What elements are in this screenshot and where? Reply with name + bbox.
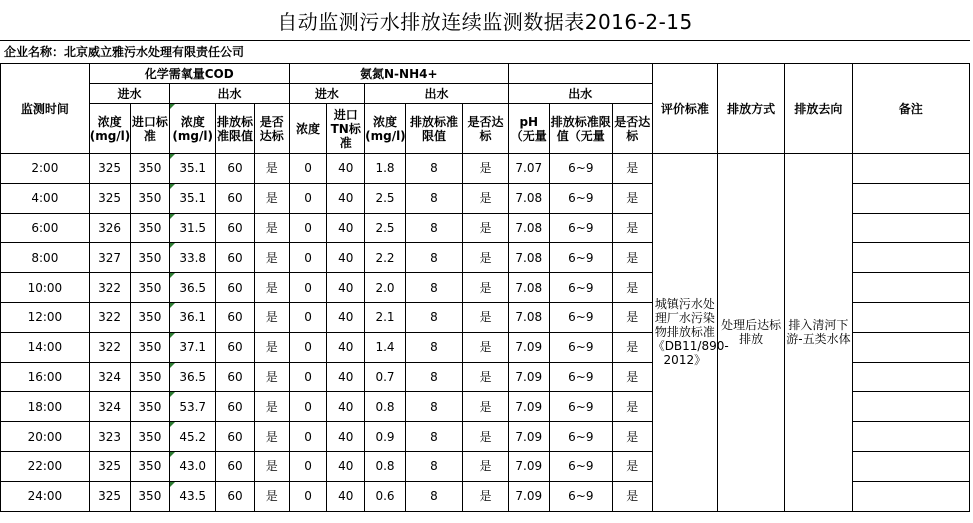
table-body bbox=[1, 154, 970, 512]
cell-cod-inlet-std: 350 bbox=[130, 243, 170, 273]
cell-nh4-inlet-std: 40 bbox=[327, 362, 365, 392]
header-cod-limit: 排放标准限值 bbox=[216, 104, 255, 154]
cell-cod-out-conc: 35.1 bbox=[170, 154, 216, 184]
cell-nh4-in-conc: 0 bbox=[289, 302, 327, 332]
cell-ph-limit: 6~9 bbox=[549, 392, 612, 422]
cell-cod-compliant: 是 bbox=[254, 213, 289, 243]
cell-ph-compliant: 是 bbox=[612, 481, 652, 511]
cell-nh4-inlet-std: 40 bbox=[327, 183, 365, 213]
cell-cod-compliant: 是 bbox=[254, 243, 289, 273]
cell-time: 12:00 bbox=[1, 302, 90, 332]
cell-cod-inlet-std: 350 bbox=[130, 392, 170, 422]
cell-time: 14:00 bbox=[1, 332, 90, 362]
cell-nh4-limit: 8 bbox=[405, 302, 462, 332]
cell-cod-inlet-std: 350 bbox=[130, 451, 170, 481]
cell-nh4-in-conc: 0 bbox=[289, 422, 327, 452]
cell-ph-compliant: 是 bbox=[612, 154, 652, 184]
cell-cod-limit: 60 bbox=[216, 154, 255, 184]
cell-cod-inlet-std: 350 bbox=[130, 481, 170, 511]
header-nh4-limit: 排放标准限值 bbox=[405, 104, 462, 154]
cell-cod-inlet-std: 350 bbox=[130, 332, 170, 362]
cell-remarks bbox=[852, 451, 969, 481]
cell-cod-limit: 60 bbox=[216, 302, 255, 332]
cell-nh4-out-conc: 0.8 bbox=[365, 392, 406, 422]
cell-cod-inlet-std: 350 bbox=[130, 362, 170, 392]
header-ph-group bbox=[508, 64, 652, 84]
cell-cod-in-conc: 327 bbox=[89, 243, 130, 273]
header-cod-inlet-std: 进口标准 bbox=[130, 104, 170, 154]
company-row bbox=[0, 40, 970, 62]
cell-ph: 7.09 bbox=[508, 362, 549, 392]
header-nh4-inlet-std: 进口TN标准 bbox=[327, 104, 365, 154]
cell-cod-out-conc: 45.2 bbox=[170, 422, 216, 452]
cell-ph: 7.09 bbox=[508, 332, 549, 362]
cell-nh4-limit: 8 bbox=[405, 392, 462, 422]
header-nh4-inflow: 进水 bbox=[289, 84, 364, 104]
cell-nh4-inlet-std: 40 bbox=[327, 243, 365, 273]
cell-nh4-in-conc: 0 bbox=[289, 451, 327, 481]
cell-nh4-out-conc: 0.9 bbox=[365, 422, 406, 452]
cell-nh4-compliant: 是 bbox=[463, 273, 509, 303]
cell-nh4-compliant: 是 bbox=[463, 243, 509, 273]
cell-nh4-inlet-std: 40 bbox=[327, 213, 365, 243]
cell-time: 24:00 bbox=[1, 481, 90, 511]
cell-time: 22:00 bbox=[1, 451, 90, 481]
cell-cod-limit: 60 bbox=[216, 183, 255, 213]
cell-nh4-in-conc: 0 bbox=[289, 243, 327, 273]
cell-nh4-in-conc: 0 bbox=[289, 213, 327, 243]
cell-ph-limit: 6~9 bbox=[549, 302, 612, 332]
cell-nh4-limit: 8 bbox=[405, 273, 462, 303]
cell-cod-in-conc: 326 bbox=[89, 213, 130, 243]
cell-time: 10:00 bbox=[1, 273, 90, 303]
cell-nh4-inlet-std: 40 bbox=[327, 481, 365, 511]
cell-cod-limit: 60 bbox=[216, 451, 255, 481]
cell-time: 18:00 bbox=[1, 392, 90, 422]
cell-ph: 7.08 bbox=[508, 273, 549, 303]
cell-nh4-in-conc: 0 bbox=[289, 362, 327, 392]
cell-nh4-limit: 8 bbox=[405, 213, 462, 243]
cell-cod-compliant: 是 bbox=[254, 273, 289, 303]
cell-time: 4:00 bbox=[1, 183, 90, 213]
header-cod-inflow: 进水 bbox=[89, 84, 170, 104]
cell-ph-compliant: 是 bbox=[612, 213, 652, 243]
cell-nh4-limit: 8 bbox=[405, 243, 462, 273]
cell-time: 16:00 bbox=[1, 362, 90, 392]
cell-cod-in-conc: 323 bbox=[89, 422, 130, 452]
cell-ph-limit: 6~9 bbox=[549, 213, 612, 243]
cell-ph-limit: 6~9 bbox=[549, 243, 612, 273]
cell-ph: 7.09 bbox=[508, 481, 549, 511]
cell-nh4-in-conc: 0 bbox=[289, 183, 327, 213]
cell-cod-inlet-std: 350 bbox=[130, 213, 170, 243]
cell-nh4-inlet-std: 40 bbox=[327, 422, 365, 452]
cell-remarks bbox=[852, 422, 969, 452]
cell-cod-out-conc: 31.5 bbox=[170, 213, 216, 243]
cell-ph-compliant: 是 bbox=[612, 243, 652, 273]
cell-cod-compliant: 是 bbox=[254, 481, 289, 511]
cell-remarks bbox=[852, 332, 969, 362]
cell-ph: 7.09 bbox=[508, 451, 549, 481]
cell-remarks bbox=[852, 243, 969, 273]
cell-cod-inlet-std: 350 bbox=[130, 422, 170, 452]
company-name: 北京威立雅污水处理有限责任公司 bbox=[64, 45, 245, 59]
cell-nh4-limit: 8 bbox=[405, 154, 462, 184]
cell-discharge-destination: 排入清河下游-五类水体 bbox=[785, 154, 852, 512]
cell-cod-limit: 60 bbox=[216, 213, 255, 243]
header-nh4-out-conc: 浓度(mg/l) bbox=[365, 104, 406, 154]
cell-cod-out-conc: 36.5 bbox=[170, 362, 216, 392]
header-remarks: 备注 bbox=[852, 64, 969, 154]
report-title: 自动监测污水排放连续监测数据表2016-2-15 bbox=[277, 9, 693, 34]
cell-nh4-compliant: 是 bbox=[463, 302, 509, 332]
cell-ph-limit: 6~9 bbox=[549, 154, 612, 184]
cell-cod-limit: 60 bbox=[216, 392, 255, 422]
cell-nh4-out-conc: 2.5 bbox=[365, 183, 406, 213]
cell-nh4-out-conc: 1.8 bbox=[365, 154, 406, 184]
cell-nh4-compliant: 是 bbox=[463, 392, 509, 422]
cell-cod-limit: 60 bbox=[216, 362, 255, 392]
header-time: 监测时间 bbox=[1, 64, 90, 154]
cell-nh4-compliant: 是 bbox=[463, 362, 509, 392]
cell-ph: 7.07 bbox=[508, 154, 549, 184]
header-cod-out-conc: 浓度(mg/l) bbox=[170, 104, 216, 154]
cell-nh4-inlet-std: 40 bbox=[327, 302, 365, 332]
header-ph-outflow: 出水 bbox=[508, 84, 652, 104]
cell-nh4-out-conc: 1.4 bbox=[365, 332, 406, 362]
cell-cod-compliant: 是 bbox=[254, 332, 289, 362]
cell-nh4-out-conc: 2.2 bbox=[365, 243, 406, 273]
cell-ph-limit: 6~9 bbox=[549, 422, 612, 452]
header-discharge-mode: 排放方式 bbox=[717, 64, 784, 154]
cell-cod-compliant: 是 bbox=[254, 451, 289, 481]
header-eval-standard: 评价标准 bbox=[652, 64, 717, 154]
cell-ph-limit: 6~9 bbox=[549, 273, 612, 303]
header-cod-compliant: 是否达标 bbox=[254, 104, 289, 154]
cell-ph-compliant: 是 bbox=[612, 422, 652, 452]
cell-remarks bbox=[852, 213, 969, 243]
cell-cod-out-conc: 36.5 bbox=[170, 273, 216, 303]
cell-nh4-out-conc: 2.0 bbox=[365, 273, 406, 303]
cell-cod-in-conc: 322 bbox=[89, 273, 130, 303]
cell-remarks bbox=[852, 273, 969, 303]
cell-cod-in-conc: 324 bbox=[89, 392, 130, 422]
cell-time: 2:00 bbox=[1, 154, 90, 184]
cell-nh4-compliant: 是 bbox=[463, 332, 509, 362]
cell-ph: 7.08 bbox=[508, 302, 549, 332]
cell-cod-inlet-std: 350 bbox=[130, 302, 170, 332]
cell-time: 8:00 bbox=[1, 243, 90, 273]
cell-cod-out-conc: 35.1 bbox=[170, 183, 216, 213]
cell-ph: 7.09 bbox=[508, 392, 549, 422]
cell-cod-compliant: 是 bbox=[254, 422, 289, 452]
cell-cod-out-conc: 33.8 bbox=[170, 243, 216, 273]
cell-nh4-compliant: 是 bbox=[463, 154, 509, 184]
cell-nh4-limit: 8 bbox=[405, 422, 462, 452]
cell-cod-in-conc: 322 bbox=[89, 332, 130, 362]
cell-cod-compliant: 是 bbox=[254, 302, 289, 332]
cell-cod-in-conc: 325 bbox=[89, 451, 130, 481]
cell-remarks bbox=[852, 481, 969, 511]
cell-nh4-compliant: 是 bbox=[463, 183, 509, 213]
cell-nh4-out-conc: 2.5 bbox=[365, 213, 406, 243]
cell-discharge-mode: 处理后达标排放 bbox=[717, 154, 784, 512]
header-ph: pH（无量 bbox=[508, 104, 549, 154]
cell-ph-compliant: 是 bbox=[612, 362, 652, 392]
cell-ph-limit: 6~9 bbox=[549, 362, 612, 392]
cell-cod-out-conc: 43.0 bbox=[170, 451, 216, 481]
cell-cod-compliant: 是 bbox=[254, 392, 289, 422]
cell-nh4-compliant: 是 bbox=[463, 213, 509, 243]
cell-ph-limit: 6~9 bbox=[549, 332, 612, 362]
cell-nh4-out-conc: 0.8 bbox=[365, 451, 406, 481]
cell-cod-out-conc: 37.1 bbox=[170, 332, 216, 362]
header-nh4-compliant: 是否达标 bbox=[463, 104, 509, 154]
cell-nh4-compliant: 是 bbox=[463, 481, 509, 511]
cell-ph-compliant: 是 bbox=[612, 273, 652, 303]
header-ph-limit: 排放标准限值（无量 bbox=[549, 104, 612, 154]
cell-cod-compliant: 是 bbox=[254, 183, 289, 213]
cell-cod-out-conc: 53.7 bbox=[170, 392, 216, 422]
cell-cod-limit: 60 bbox=[216, 481, 255, 511]
cell-cod-out-conc: 43.5 bbox=[170, 481, 216, 511]
cell-nh4-out-conc: 0.6 bbox=[365, 481, 406, 511]
cell-ph-compliant: 是 bbox=[612, 183, 652, 213]
cell-nh4-limit: 8 bbox=[405, 362, 462, 392]
cell-time: 6:00 bbox=[1, 213, 90, 243]
cell-nh4-in-conc: 0 bbox=[289, 154, 327, 184]
cell-nh4-inlet-std: 40 bbox=[327, 451, 365, 481]
header-cod-outflow: 出水 bbox=[170, 84, 289, 104]
cell-cod-inlet-std: 350 bbox=[130, 183, 170, 213]
cell-nh4-compliant: 是 bbox=[463, 422, 509, 452]
cell-cod-compliant: 是 bbox=[254, 362, 289, 392]
cell-remarks bbox=[852, 392, 969, 422]
cell-nh4-limit: 8 bbox=[405, 481, 462, 511]
cell-cod-out-conc: 36.1 bbox=[170, 302, 216, 332]
cell-nh4-out-conc: 0.7 bbox=[365, 362, 406, 392]
cell-cod-inlet-std: 350 bbox=[130, 154, 170, 184]
cell-ph-limit: 6~9 bbox=[549, 183, 612, 213]
cell-nh4-in-conc: 0 bbox=[289, 273, 327, 303]
header-cod-in-conc: 浓度(mg/l) bbox=[89, 104, 130, 154]
header-discharge-destination: 排放去向 bbox=[785, 64, 852, 154]
cell-ph-compliant: 是 bbox=[612, 392, 652, 422]
cell-eval-standard: 城镇污水处理厂水污染物排放标准《DB11/890-2012》 bbox=[652, 154, 717, 512]
cell-ph-compliant: 是 bbox=[612, 451, 652, 481]
cell-nh4-limit: 8 bbox=[405, 451, 462, 481]
cell-ph-limit: 6~9 bbox=[549, 451, 612, 481]
cell-remarks bbox=[852, 154, 969, 184]
cell-nh4-out-conc: 2.1 bbox=[365, 302, 406, 332]
cell-nh4-in-conc: 0 bbox=[289, 481, 327, 511]
cell-cod-limit: 60 bbox=[216, 243, 255, 273]
cell-cod-in-conc: 324 bbox=[89, 362, 130, 392]
cell-cod-limit: 60 bbox=[216, 273, 255, 303]
header-cod-group: 化学需氧量COD bbox=[89, 64, 289, 84]
cell-nh4-in-conc: 0 bbox=[289, 332, 327, 362]
cell-ph: 7.09 bbox=[508, 422, 549, 452]
cell-nh4-in-conc: 0 bbox=[289, 392, 327, 422]
cell-nh4-inlet-std: 40 bbox=[327, 332, 365, 362]
cell-ph: 7.08 bbox=[508, 213, 549, 243]
company-label: 企业名称： bbox=[4, 45, 65, 59]
cell-nh4-inlet-std: 40 bbox=[327, 392, 365, 422]
cell-ph-compliant: 是 bbox=[612, 332, 652, 362]
cell-cod-limit: 60 bbox=[216, 332, 255, 362]
table-row bbox=[1, 154, 970, 184]
cell-nh4-inlet-std: 40 bbox=[327, 154, 365, 184]
header-ph-compliant: 是否达标 bbox=[612, 104, 652, 154]
cell-cod-limit: 60 bbox=[216, 422, 255, 452]
cell-time: 20:00 bbox=[1, 422, 90, 452]
header-nh4-in-conc: 浓度 bbox=[289, 104, 327, 154]
cell-cod-in-conc: 325 bbox=[89, 154, 130, 184]
cell-cod-inlet-std: 350 bbox=[130, 273, 170, 303]
cell-nh4-inlet-std: 40 bbox=[327, 273, 365, 303]
cell-nh4-compliant: 是 bbox=[463, 451, 509, 481]
cell-ph: 7.08 bbox=[508, 183, 549, 213]
cell-ph-limit: 6~9 bbox=[549, 481, 612, 511]
cell-remarks bbox=[852, 362, 969, 392]
cell-remarks bbox=[852, 183, 969, 213]
cell-nh4-limit: 8 bbox=[405, 332, 462, 362]
cell-ph-compliant: 是 bbox=[612, 302, 652, 332]
cell-cod-in-conc: 325 bbox=[89, 183, 130, 213]
cell-cod-in-conc: 322 bbox=[89, 302, 130, 332]
cell-ph: 7.08 bbox=[508, 243, 549, 273]
cell-remarks bbox=[852, 302, 969, 332]
cell-cod-in-conc: 325 bbox=[89, 481, 130, 511]
monitoring-table bbox=[0, 63, 970, 512]
header-nh4-group: 氨氮N-NH4+ bbox=[289, 64, 508, 84]
cell-cod-compliant: 是 bbox=[254, 154, 289, 184]
cell-nh4-limit: 8 bbox=[405, 183, 462, 213]
header-nh4-outflow: 出水 bbox=[365, 84, 509, 104]
